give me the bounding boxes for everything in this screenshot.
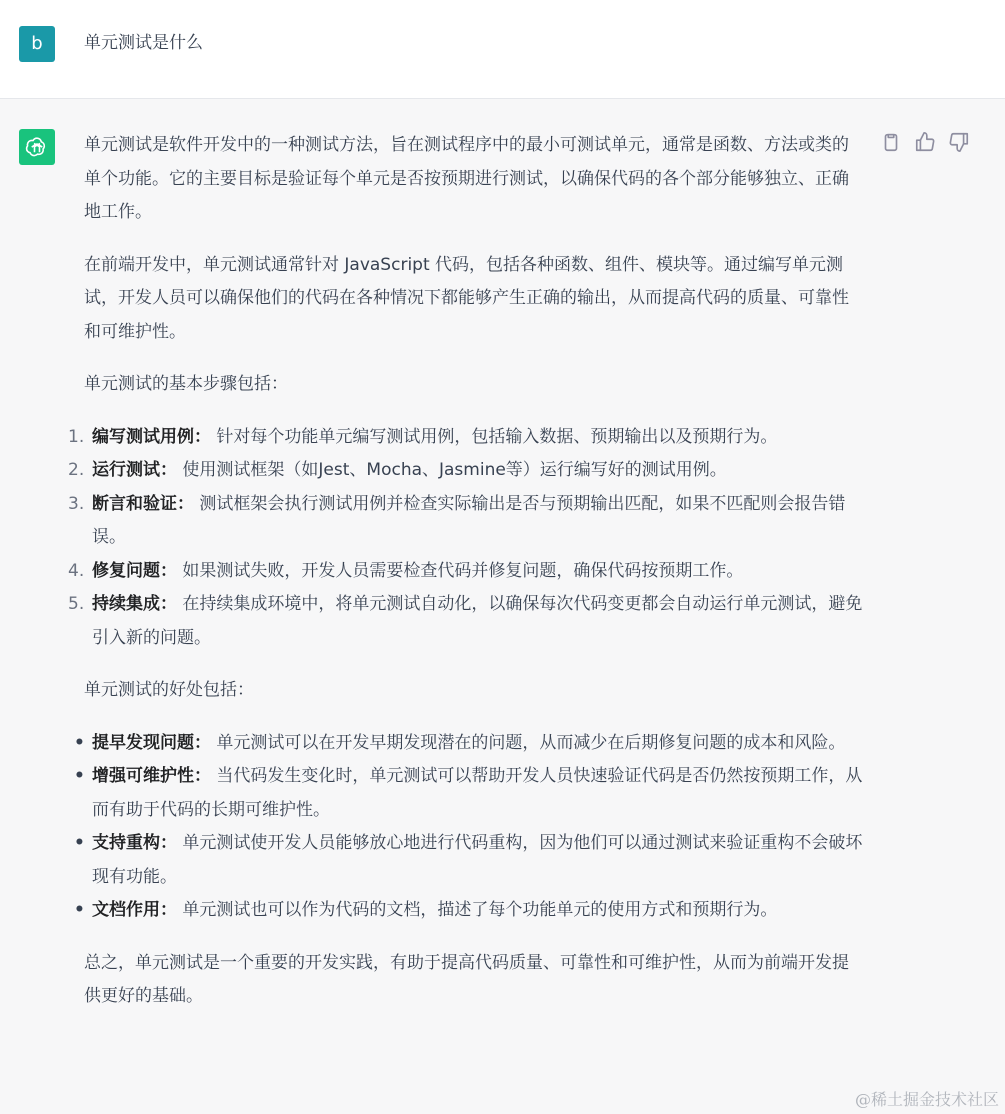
paragraph-benefits-heading: 单元测试的好处包括： [84,680,254,700]
list-number: 2. [68,460,85,480]
list-item [68,488,864,555]
openai-logo-icon [25,135,49,159]
list-item-title: 增强可维护性： [92,766,211,786]
list-item [68,588,864,655]
watermark: @稀土掘金技术社区 [854,1090,999,1109]
list-item-title: 编写测试用例： [92,426,211,447]
list-item [68,454,864,488]
thumbs-down-icon [948,131,970,153]
paragraph-intro: 单元测试是软件开发中的一种测试方法，旨在测试程序中的最小可测试单元，通常是函数、方法或类的单个功能。它的主要目标是验证每个单元是否按预期进行测试，以确保代码的各个部分能够独立、正确地工作。 [84,135,849,222]
list-number: 5. [68,594,85,614]
copy-button[interactable] [880,131,902,153]
assistant-message-row [0,99,1005,1114]
clipboard-icon [880,131,902,153]
list-number: 3. [68,493,85,514]
list-item-title: 运行测试： [92,460,177,480]
list-item-title: 断言和验证： [92,493,194,514]
steps-list [68,421,864,656]
assistant-avatar [19,129,55,165]
list-item-text: 使用测试框架（如Jest、Mocha、Jasmine等）运行编写好的测试用例。 [177,460,727,480]
list-item-title: 修复问题： [92,560,177,581]
user-avatar: b [19,26,55,62]
list-item [68,555,864,589]
paragraph-steps-heading: 单元测试的基本步骤包括： [84,374,288,394]
list-item-text: 针对每个功能单元编写测试用例，包括输入数据、预期输出以及预期行为。 [211,426,778,447]
user-message-row [0,0,1005,99]
bullet-icon: • [74,732,85,753]
assistant-message-content [68,129,864,1033]
list-number: 1. [68,426,85,447]
list-item-title: 文档作用： [92,900,177,920]
thumbs-down-button[interactable] [948,131,970,153]
list-item [74,727,864,761]
list-item-text: 在持续集成环境中，将单元测试自动化，以确保每次代码变更都会自动运行单元测试，避免引入新的问题。 [92,594,863,648]
thumbs-up-button[interactable] [914,131,936,153]
list-item-title: 提早发现问题： [92,732,211,753]
bullet-icon: • [74,900,85,920]
paragraph-conclusion: 总之，单元测试是一个重要的开发实践，有助于提高代码质量、可靠性和可维护性，从而为前端开发提供更好的基础。 [84,952,849,1006]
thumbs-up-icon [914,131,936,153]
list-item-text: 单元测试也可以作为代码的文档，描述了每个功能单元的使用方式和预期行为。 [177,900,778,920]
bullet-icon: • [74,833,85,853]
list-item [74,827,864,894]
list-number: 4. [68,560,85,581]
benefits-list [74,727,864,928]
list-item-text: 测试框架会执行测试用例并检查实际输出是否与预期输出匹配，如果不匹配则会报告错误。 [92,493,846,547]
list-item-text: 单元测试使开发人员能够放心地进行代码重构，因为他们可以通过测试来验证重构不会破坏现有功能。 [92,833,863,887]
list-item [74,894,864,928]
user-message-text: 单元测试是什么 [84,33,203,53]
list-item-text: 单元测试可以在开发早期发现潜在的问题，从而减少在后期修复问题的成本和风险。 [211,732,846,753]
list-item [68,421,864,455]
list-item-title: 支持重构： [92,833,177,853]
message-actions [880,131,975,153]
paragraph-frontend: 在前端开发中，单元测试通常针对 JavaScript 代码，包括各种函数、组件、模块等。通过编写单元测试，开发人员可以确保他们的代码在各种情况下都能够产生正确的输出，从而提高代码的质量、可靠性和可维护性。 [84,254,849,342]
bullet-icon: • [74,766,85,786]
list-item [74,760,864,827]
list-item-text: 如果测试失败，开发人员需要检查代码并修复问题，确保代码按预期工作。 [177,560,744,581]
list-item-title: 持续集成： [92,594,177,614]
list-item-text: 当代码发生变化时，单元测试可以帮助开发人员快速验证代码是否仍然按预期工作，从而有助于代码的长期可维护性。 [92,766,863,820]
